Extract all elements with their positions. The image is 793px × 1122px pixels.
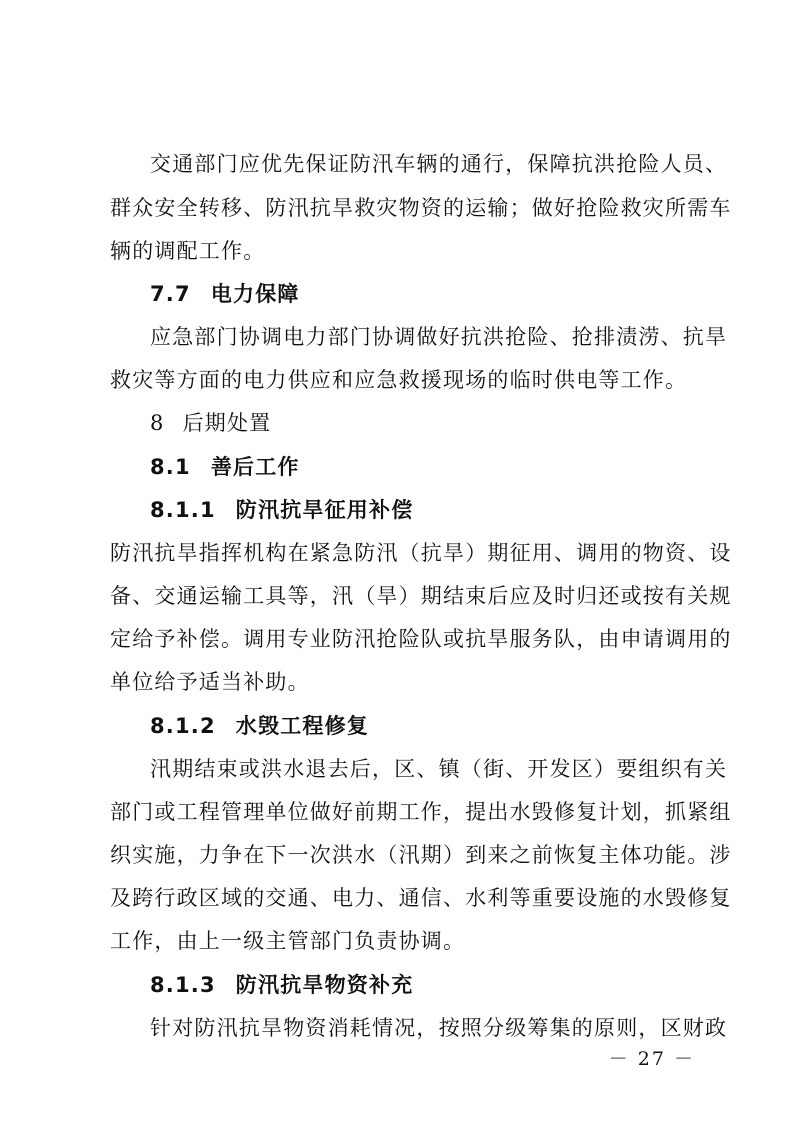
paragraph-line: 定给予补偿。调用专业防汛抢险队或抗旱服务队，由申请调用的: [110, 627, 732, 651]
chapter-heading: [150, 410, 710, 436]
paragraph-line: 应急部门协调电力部门协调做好抗洪抢险、抢排渍涝、抗旱: [150, 325, 728, 349]
section-title: 电力保障: [210, 282, 300, 306]
subsection-number: 8.1.1: [150, 498, 216, 522]
paragraph-line: 工作，由上一级主管部门负责协调。: [110, 929, 466, 953]
section-heading: [150, 281, 710, 307]
section-number: 7.7: [150, 282, 191, 306]
paragraph-line: 织实施，力争在下一次洪水（汛期）到来之前恢复主体功能。涉: [110, 843, 732, 867]
subsection-title: 防汛抗旱物资补充: [235, 973, 414, 997]
paragraph-line: 汛期结束或洪水退去后，区、镇（街、开发区）要组织有关: [150, 757, 728, 781]
section-number: 8.1: [150, 455, 191, 479]
section-heading: [150, 454, 710, 480]
subsection-heading: [150, 497, 710, 523]
subsection-number: 8.1.2: [150, 714, 216, 738]
paragraph-line: 及跨行政区域的交通、电力、通信、水利等重要设施的水毁修复: [110, 886, 732, 910]
paragraph-line: 群众安全转移、防汛抗旱救灾物资的运输；做好抢险救灾所需车: [110, 196, 732, 220]
subsection-title: 水毁工程修复: [235, 714, 369, 738]
paragraph-line: 辆的调配工作。: [110, 239, 266, 263]
paragraph-line: 防汛抗旱指挥机构在紧急防汛（抗旱）期征用、调用的物资、设: [110, 541, 732, 565]
section-title: 善后工作: [210, 455, 300, 479]
paragraph-line: 交通部门应优先保证防汛车辆的通行，保障抗洪抢险人员、: [150, 152, 728, 176]
subsection-number: 8.1.3: [150, 973, 216, 997]
subsection-heading: [150, 713, 710, 739]
chapter-title: 后期处置: [182, 411, 272, 435]
chapter-number: 8: [150, 411, 165, 435]
paragraph-line: 单位给予适当补助。: [110, 670, 310, 694]
subsection-title: 防汛抗旱征用补偿: [235, 498, 414, 522]
paragraph-line: 救灾等方面的电力供应和应急救援现场的临时供电等工作。: [110, 368, 688, 392]
paragraph-line: 针对防汛抗旱物资消耗情况，按照分级筹集的原则，区财政: [150, 1016, 728, 1040]
page-number: － 27 －: [608, 1048, 695, 1070]
subsection-heading: [150, 972, 710, 998]
paragraph-line: 备、交通运输工具等，汛（旱）期结束后应及时归还或按有关规: [110, 584, 732, 608]
paragraph-line: 部门或工程管理单位做好前期工作，提出水毁修复计划，抓紧组: [110, 800, 732, 824]
